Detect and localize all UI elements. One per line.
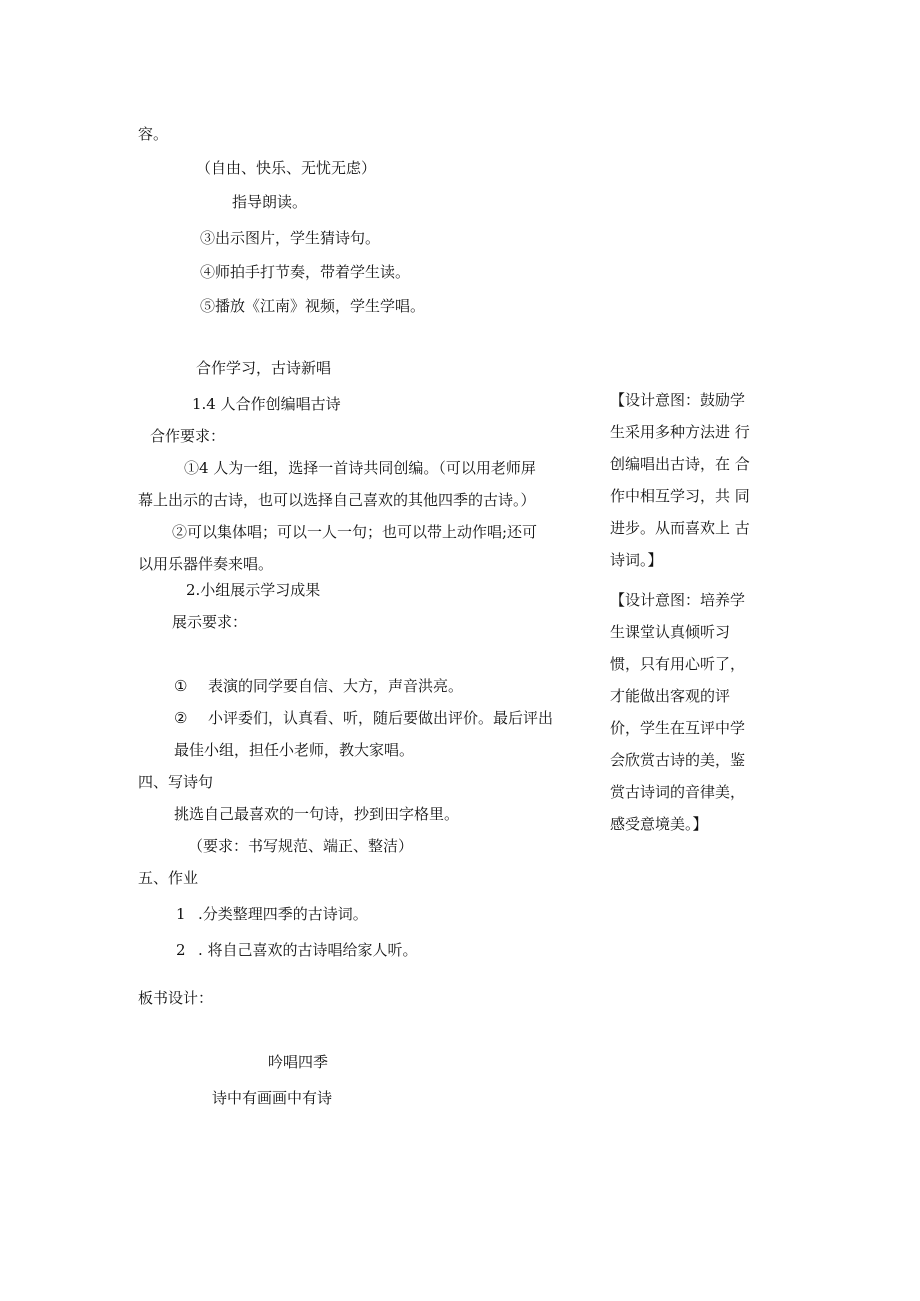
show-req1-number: ①	[174, 677, 188, 695]
text-write-req: （要求：书写规范、端正、整洁）	[188, 837, 414, 855]
board-line2: 诗中有画画中有诗	[212, 1089, 333, 1107]
homework2-number: 2	[176, 941, 186, 959]
text-show-req-title: 展示要求：	[172, 613, 248, 631]
text-coop-item2: 2.小组展示学习成果	[186, 581, 321, 599]
text-coop-req1-line2: 幕上出示的古诗，也可以选择自己喜欢的其他四季的古诗。）	[138, 491, 536, 509]
show-req2-number: ②	[174, 709, 188, 727]
text-step3: ③出示图片，学生猜诗句。	[200, 229, 381, 247]
text-show-req1	[174, 676, 463, 696]
homework1-number: 1	[176, 905, 186, 923]
homework2-text: . 将自己喜欢的古诗唱给家人听。	[198, 941, 418, 959]
heading-board-design: 板书设计：	[138, 989, 214, 1007]
text-coop-req1-line1: ①4 人为一组，选择一首诗共同创编。（可以用老师屏	[184, 459, 536, 477]
design-note2-line6: 会欣赏古诗的美，鉴	[610, 751, 746, 769]
design-note1-line4: 作中相互学习，共 同	[610, 487, 750, 505]
text-step5: ⑤播放《江南》视频，学生学唱。	[200, 297, 426, 315]
show-req2-text: 小评委们，认真看、听，随后要做出评价。最后评出	[208, 709, 554, 727]
text-guide-read: 指导朗读。	[232, 193, 308, 211]
design-note2-line3: 惯，只有用心听了，	[610, 655, 746, 673]
design-note2-line1: 【设计意图：培养学	[610, 591, 746, 609]
show-req1-text: 表演的同学要自信、大方，声音洪亮。	[208, 677, 464, 695]
text-step4: ④师拍手打节奏，带着学生读。	[200, 263, 411, 281]
heading-section5: 五、作业	[138, 869, 199, 887]
text-coop-item1: 1.4 人合作创编唱古诗	[192, 395, 341, 413]
design-note2-line5: 价，学生在互评中学	[610, 719, 746, 737]
design-note1-line6: 诗词。】	[610, 551, 663, 569]
design-note1-line5: 进步。从而喜欢上 古	[610, 519, 750, 537]
text-coop-req2-line2: 以用乐器伴奏来唱。	[138, 555, 274, 573]
design-note2-line4: 才能做出客观的评	[610, 687, 731, 705]
text-homework2	[176, 940, 418, 960]
text-rong: 容。	[138, 125, 169, 143]
text-show-req2-line2: 最佳小组，担任小老师，教大家唱。	[174, 741, 415, 759]
design-note2-line8: 感受意境美。】	[610, 815, 708, 833]
heading-coop: 合作学习，古诗新唱	[196, 359, 332, 377]
design-note2-line2: 生课堂认真倾听习	[610, 623, 731, 641]
board-line1: 吟唱四季	[268, 1053, 329, 1071]
design-note1-line3: 创编唱出古诗，在 合	[610, 455, 750, 473]
design-note2-line7: 赏古诗词的音律美，	[610, 783, 746, 801]
text-show-req2	[174, 708, 553, 728]
heading-section4: 四、写诗句	[138, 773, 214, 791]
text-coop-req2-line1: ②可以集体唱；可以一人一句；也可以带上动作唱;还可	[172, 523, 538, 541]
text-feelings: （自由、快乐、无忧无虑）	[196, 159, 377, 177]
design-note1-line2: 生采用多种方法进 行	[610, 423, 750, 441]
design-note1-line1: 【设计意图：鼓励学	[610, 391, 746, 409]
text-write-task: 挑选自己最喜欢的一句诗，抄到田字格里。	[174, 805, 460, 823]
homework1-text: .分类整理四季的古诗词。	[198, 905, 368, 923]
text-coop-req-title: 合作要求：	[150, 427, 226, 445]
text-homework1	[176, 904, 368, 924]
